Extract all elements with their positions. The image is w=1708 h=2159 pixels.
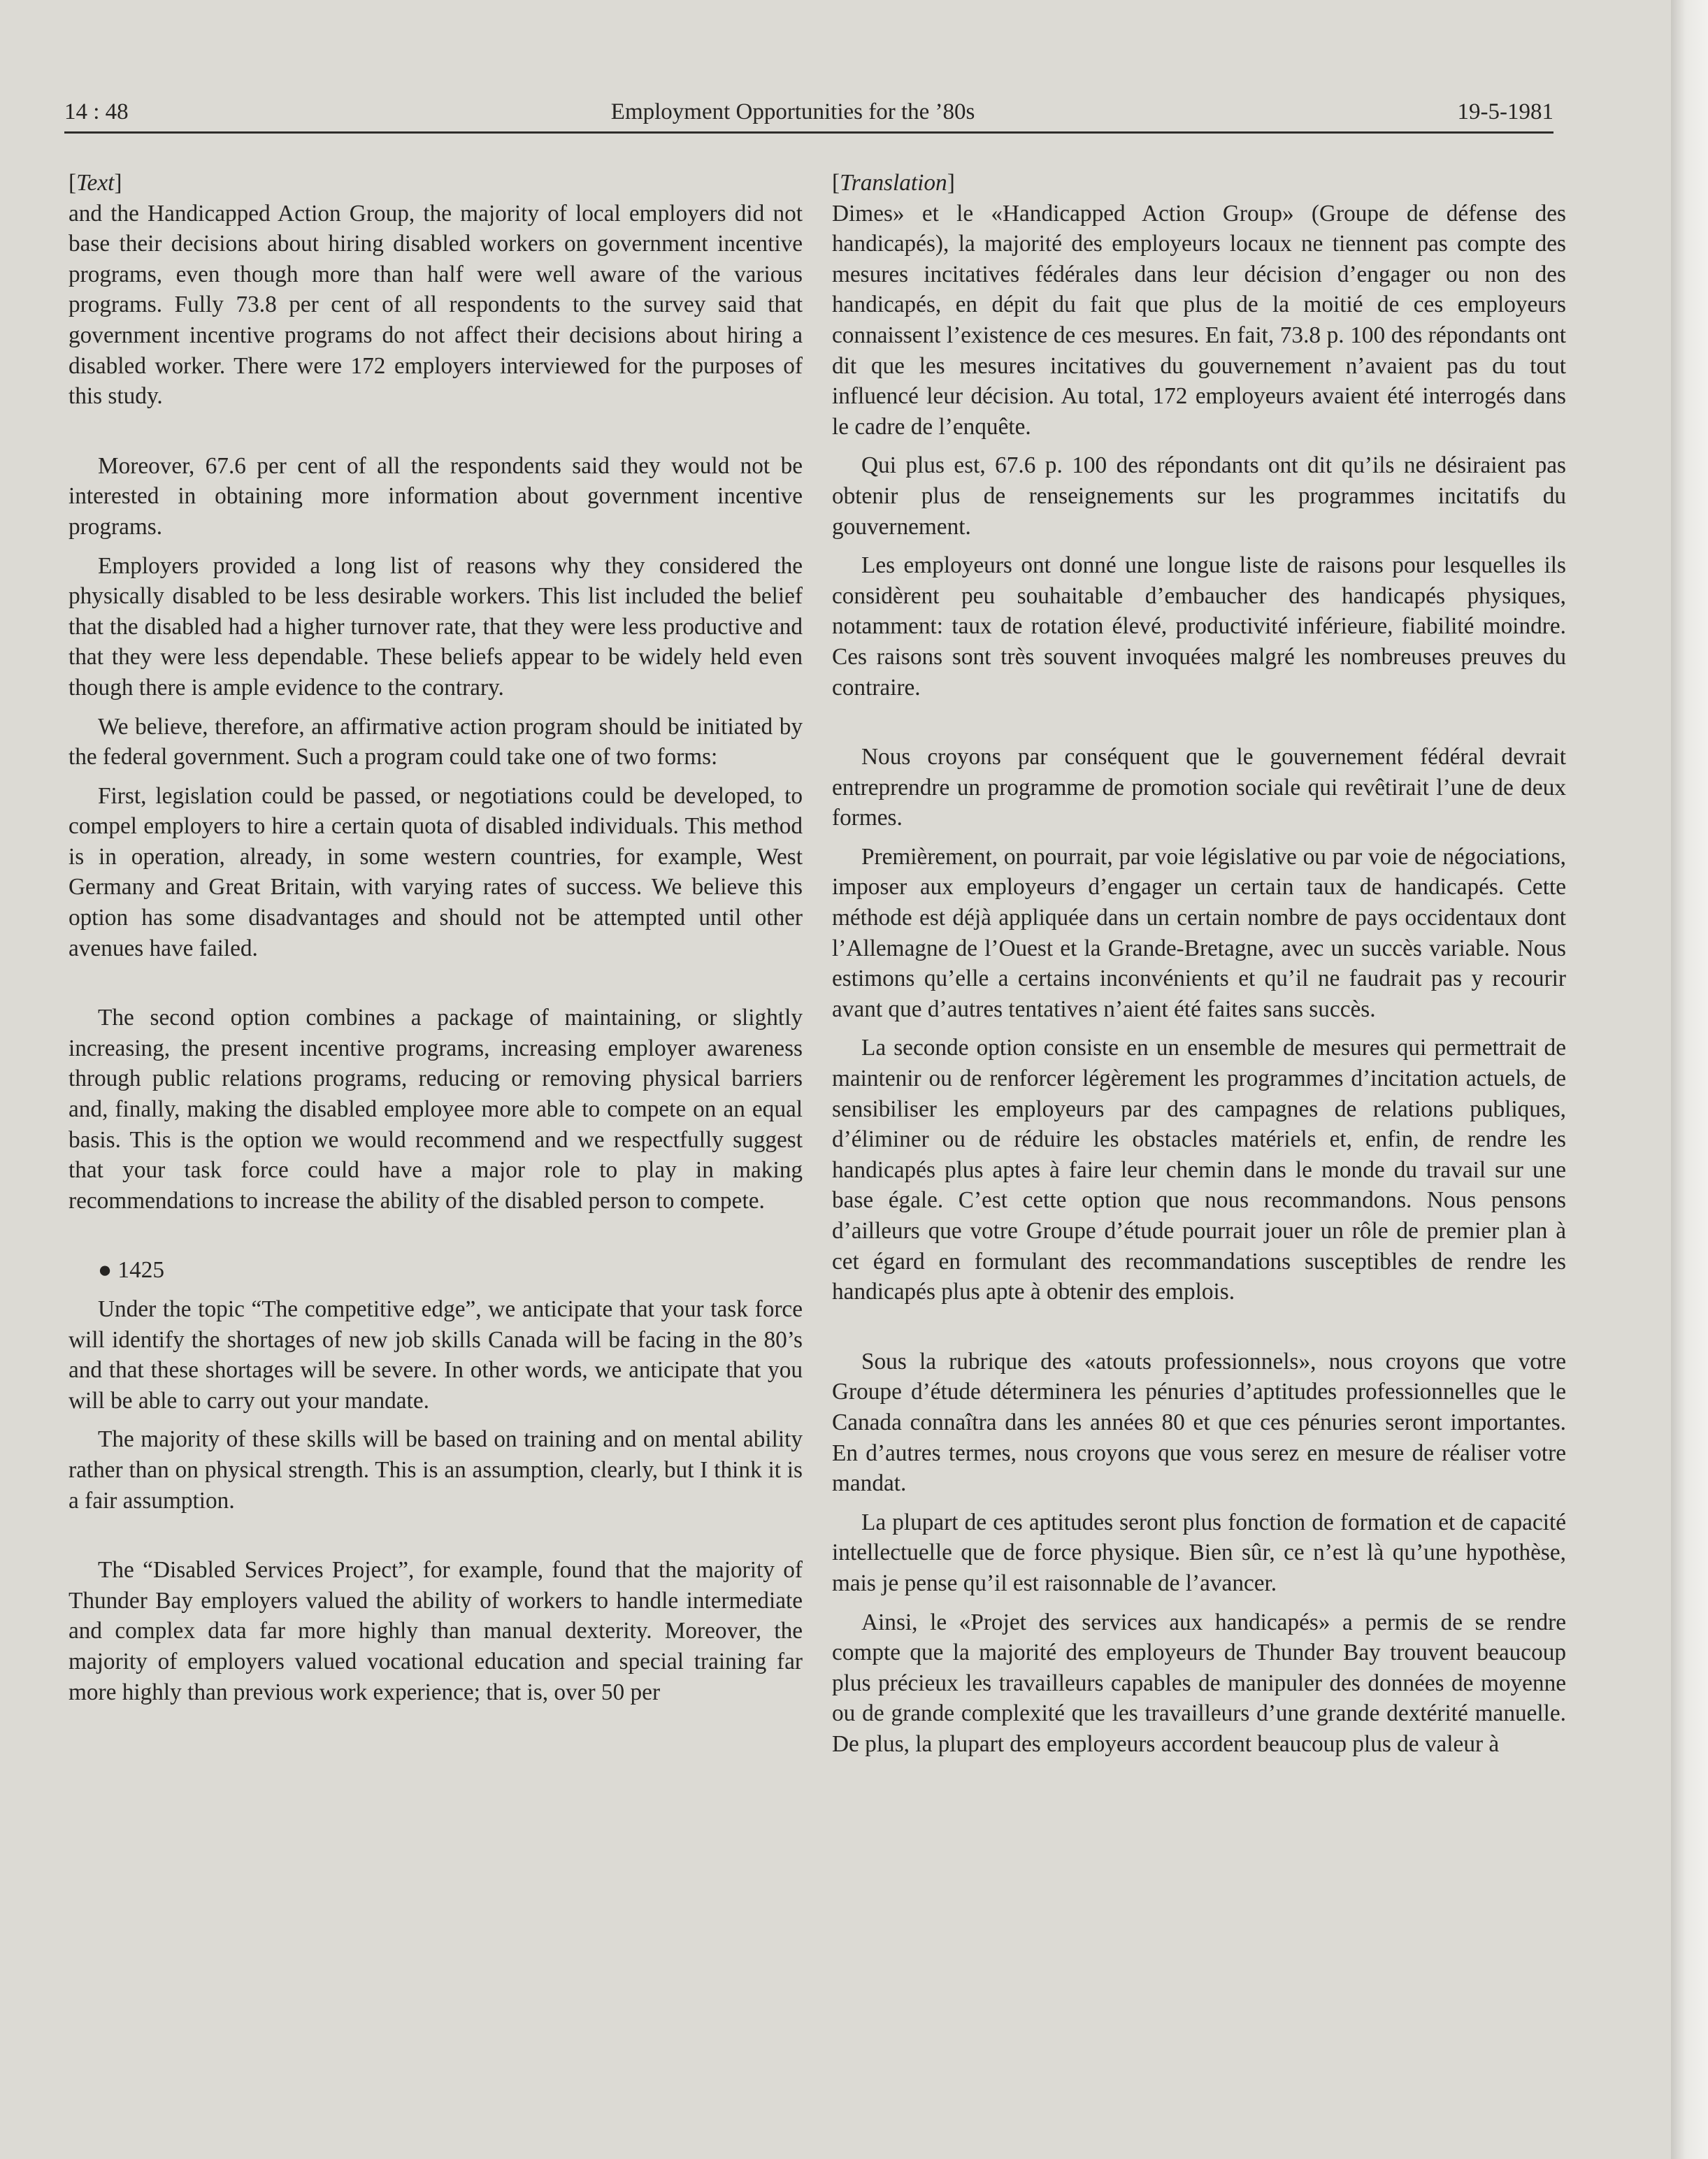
header-date: 19-5-1981 [1457, 99, 1553, 124]
running-title: Employment Opportunities for the ’80s [610, 99, 975, 124]
page-edge-shadow [1671, 0, 1708, 2159]
page-number: 14 : 48 [64, 99, 129, 124]
header-rule [64, 131, 1553, 134]
paragraph: Under the topic “The competitive edge”, we anticipate that your task force will identify the shortages of new job skills Canada will be facing in the 80’s and that these shortages will be severe. In other words, we anticipate that you will be able to carry out your mandate. [69, 1296, 803, 1414]
paragraph: Dimes» et le «Handicapped Action Group» (Groupe de défense des handicapés), la majorité des employeurs locaux ne tiennent pas compte des mesures incitatives fédérales dans leur décision d’engager ou non des handicapés, en dépit du fait que plus de la moitié de ces employeurs connaissent l’existence de ces mesures. En fait, 73.8 p. 100 des répondants ont dit que les mesures incitatives du gouvernement n’avaient pas du tout influencé leur décision. Au total, 172 employeurs avaient été interrogés dans le cadre de l’enquête. [832, 200, 1566, 440]
paragraph: Ainsi, le «Projet des services aux handicapés» a permis de se rendre compte que la majorité des employeurs de Thunder Bay trouvent beaucoup plus précieux les travailleurs capables de manipuler des données de moyenne ou de grande complexité que les travailleurs d’une grande dextérité manuelle. De plus, la plupart des employeurs accordent beaucoup plus de valeur à [832, 1609, 1566, 1757]
paragraph: Employers provided a long list of reasons why they considered the physically disabled to be less desirable workers. This list included the belief that the disabled had a higher turnover rate, that they were less productive and that they were less dependable. These beliefs appear to be widely held even though there is ample evidence to the contrary. [69, 552, 803, 701]
time-marker: ● 1425 [98, 1257, 165, 1284]
paragraph: Moreover, 67.6 per cent of all the respondents said they would not be interested in obtaining more information about government incentive programs. [69, 452, 803, 540]
paragraph: Qui plus est, 67.6 p. 100 des répondants ont dit qu’ils ne désiraient pas obtenir plus de renseignements sur les programmes incitatifs du gouvernement. [832, 452, 1566, 540]
paragraph: Les employeurs ont donné une longue liste de raisons pour lesquelles ils considèrent peu souhaitable d’embaucher des handicapés physiques, notamment: taux de rotation élevé, productivité inférieure, fiabilité moindre. Ces raisons sont très souvent invoquées malgré les nombreuses preuves du contraire. [832, 552, 1566, 701]
paragraph: The “Disabled Services Project”, for example, found that the majority of Thunder Bay employers valued the ability of workers to handle intermediate and complex data far more highly than manual dexterity. Moreover, the majority of employers valued vocational education and special training far more highly than previous work experience; that is, over 50 per [69, 1557, 803, 1705]
paragraph: La plupart de ces aptitudes seront plus fonction de formation et de capacité intellectuelle que de force physique. Bien sûr, ce n’est là qu’une hypothèse, mais je pense qu’il est raisonnable de l’avancer. [832, 1509, 1566, 1596]
english-column [69, 168, 803, 1707]
paragraph: Nous croyons par conséquent que le gouvernement fédéral devrait entreprendre un programme de promotion sociale qui revêtirait l’une de deux formes. [832, 744, 1566, 831]
paragraph: We believe, therefore, an affirmative action program should be initiated by the federal government. Such a program could take one of two forms: [69, 713, 803, 770]
text-label: [Text] [69, 170, 122, 196]
paragraph: La seconde option consiste en un ensemble de mesures qui permettrait de maintenir ou de renforcer légèrement les programmes d’incitation actuels, de sensibiliser les employeurs par des campagnes de relations publiques, d’éliminer ou de réduire les obstacles matériels et, enfin, de rendre les handicapés plus aptes à faire leur chemin dans le monde du travail sur une base égale. C’est cette option que nous recommandons. Nous pensons d’ailleurs que votre Groupe d’étude pourrait jouer un rôle de premier plan à cet égard en formulant des recommandations susceptibles de rendre les handicapés plus apte à obtenir des emplois. [832, 1035, 1566, 1305]
paragraph: First, legislation could be passed, or negotiations could be developed, to compel employers to hire a certain quota of disabled individuals. This method is in operation, already, in some western countries, for example, West Germany and Great Britain, with varying rates of success. We believe this option has some disadvantages and should not be attempted until other avenues have failed. [69, 782, 803, 961]
paragraph: Sous la rubrique des «atouts professionnels», nous croyons que votre Groupe d’étude déterminera les pénuries d’aptitudes professionnelles que le Canada connaîtra dans les années 80 et que ces pénuries seront importantes. En d’autres termes, nous croyons que vous serez en mesure de réaliser votre mandat. [832, 1348, 1566, 1497]
french-column [832, 168, 1566, 1760]
paragraph: The majority of these skills will be based on training and on mental ability rather than on physical strength. This is an assumption, clearly, but I think it is a fair assumption. [69, 1426, 803, 1514]
paragraph: The second option combines a package of maintaining, or slightly increasing, the present incentive programs, increasing employer awareness through public relations programs, reducing or removing physical barriers and, finally, making the disabled employee more able to compete on an equal basis. This is the option we would recommend and we respectfully suggest that your task force could have a major role to play in making recommendations to increase the ability of the disabled person to compete. [69, 1005, 803, 1214]
paragraph: and the Handicapped Action Group, the majority of local employers did not base their decisions about hiring disabled workers on government incentive programs, even though more than half were well aware of the various programs. Fully 73.8 per cent of all respondents to the survey said that government incentive programs do not affect their decisions about hiring a disabled worker. There were 172 employers interviewed for the purposes of this study. [69, 200, 803, 410]
paragraph: Premièrement, on pourrait, par voie législative ou par voie de négociations, imposer aux employeurs d’engager un certain taux de handicapés. Cette méthode est déjà appliquée dans un certain nombre de pays occidentaux dont l’Allemagne de l’Ouest et la Grande-Bretagne, avec un succès variable. Nous estimons qu’elle a certains inconvénients et qu’il ne faudrait pas y recourir avant que d’autres tentatives n’aient été faites sans succès. [832, 843, 1566, 1022]
translation-label: [Translation] [832, 170, 955, 196]
running-header [64, 98, 1553, 126]
